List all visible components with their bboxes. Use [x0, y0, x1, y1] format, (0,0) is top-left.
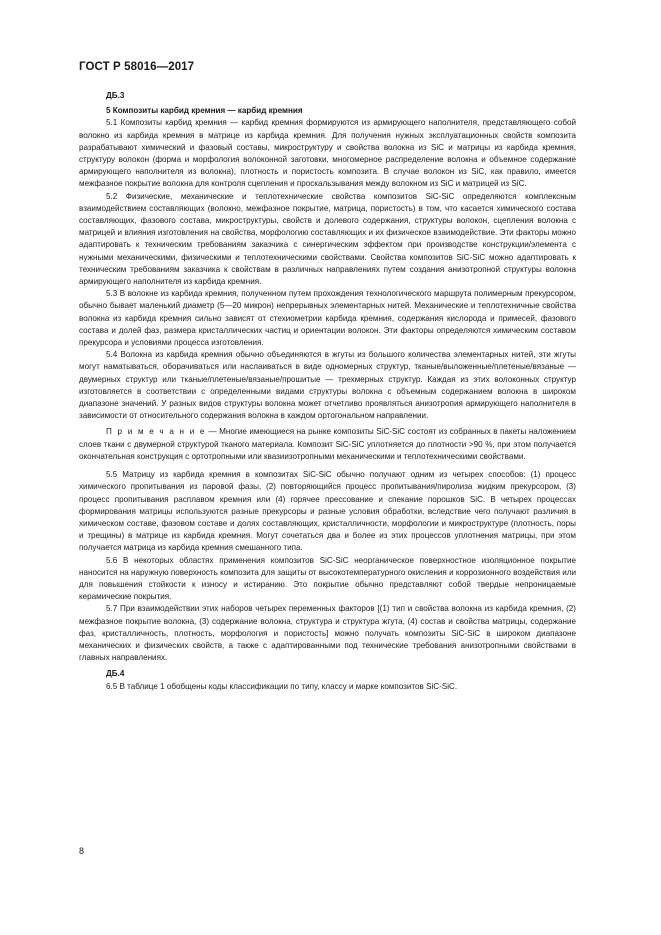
note-text: — Многие имеющиеся на рынке композиты SiC-SiC состоят из собранных в пакеты наложением слоев ткани с двумерной структурой тканого материала. Композит SiC-SiC уплотняется до плотности >90 %, при этом получается окончательная конструкция с ортотропными или квазиизотропными механическими и теплотехническими свойствами. — [79, 427, 576, 461]
paragraph-5-3: 5.3 В волокне из карбида кремния, полученном путем прохождения технологического маршрута полимерным прекурсором, обычно бывает маленький диаметр (5—20 микрон) непрерывных элементарных нитей. Механические и теплотехничные свойства волокна из карбида кремния сильно зависят от стехиометрии карбида кремния, содержания кислорода и примесей, фазового состава и долей фаз, размера кристаллических частиц и ориентации волокон. Эти факторы определяются химическим составом прекурсора и условиями процесса изготовления. — [79, 289, 576, 348]
paragraph-5-6: 5.6 В некоторых областях применения композитов SiC-SiC неорганическое поверхностное изоляционное покрытие наносится на наружную поверхность композита для защиты от высокотемпературного окисления и коррозионного воздействия или для повышения стойкости к износу и истиранию. Это покрытие обычно представляют собой твердые непроницаемые керамические покрытия. — [79, 555, 576, 602]
paragraph-5-2: 5.2 Физические, механические и теплотехнические свойства композитов SiC-SiC определяются комплексным взаимодействием составляющих (волокно, межфазное покрытие, матрица, пористость) в том, что касается химического состава составляющих, фазового состава, микроструктуры, свойств и долевого содержания, структуры волокон, сцепления волокна с матрицей и влияния изготовления на свойства, морфологию составляющих и их физическое взаимодействие. Эти факторы можно адаптировать к техническим требованиям заказчика с синергическим эффектом при производстве конструкции/элемента с нужными механическими, физическими и теплотехническими свойствами. Свойства композитов SiC-SiC можно адаптировать к техническим требованиям заказчика к свойствам в различных направлениях путем создания анизотропной структуры волокна армирующего наполнителя из карбида кремния. — [79, 191, 576, 287]
paragraph-5-7: 5.7 При взаимодействии этих наборов четырех переменных факторов [(1) тип и свойства волокна из карбида кремния, (2) межфазное покрытие волокна, (3) содержание волокна, структура и структура жгута, (4) состав и свойства матрицы, содержание фаз, кристалличность, плотность, морфология и пористость] можно получать композиты SiC-SiC в широком диапазоне механических и физических свойств, а также с адаптированными под технические требования анизотропными свойствами в главных направлениях. — [79, 604, 576, 663]
section-title: 5 Композиты карбид кремния — карбид кремния — [106, 106, 303, 116]
page-number: 8 — [79, 846, 85, 856]
paragraph-5-1: 5.1 Композиты карбид кремния — карбид кремния формируются из армирующего наполнителя, представляющего собой волокно из карбида кремния в матрице из карбида кремния. Для получения нужных эксплуатационных свойств композита разрабатывают химический и фазовый составы, микроструктуру и свойства волокна из SiC и матрицы из карбида кремния, структуру волокон (форма и морфология волоконной заготовки, многомерное распределение волокна и объемное содержание армирующего наполнителя из волокна), плотность и пористость композита. В случае волокон из SiC, как правило, имеется межфазное покрытие волокна для контроля сцепления и проскальзывания между волокном из SiC и матрицей из SiC. — [79, 118, 576, 189]
note-label: П р и м е ч а н и е — [106, 427, 207, 437]
paragraph-5-4: 5.4 Волокна из карбида кремния обычно объединяются в жгуты из большого количества элементарных нитей, эти жгуты могут наматываться, оборачиваться или наслаиваться в виде одномерных структур, тканые/выложенные/плетеные/вязаные — двумерных структур или тканые/плетеные/вязаные/прошитые — трехмерных структур. Каждая из этих волоконных структур изготовляется в соответствии с определенными видами структуры волокна с объемным содержанием волокна в широком диапазоне значений. У разных видов структуры волокна может отчетливо проявляться анизотропия армирующего наполнителя в зависимости от относительного содержания волокна в каждом ортогональном направлении. — [79, 350, 576, 421]
note-paragraph — [79, 426, 576, 463]
paragraph-6-5: 6.5 В таблице 1 обобщены коды классификации по типу, классу и марке композитов SiC-SiC. — [106, 681, 458, 691]
document-header: ГОСТ Р 58016—2017 — [79, 61, 195, 73]
paragraph-5-5: 5.5 Матрицу из карбида кремния в композитах SiC-SiC обычно получают одним из четырех способов: (1) процесс химического пропитывания из паровой фазы, (2) повторяющийся процесс пропитывания/пиролиза жидким прекурсором, (3) процесс пропитывания расплавом кремния или (4) горячее прессование и спекание порошков SiC. В четырех процессах формирования матрицы используются разные прекурсоры и разные условия обработки, вследствие чего получают различия в химическом составе, фазовом составе и долях составляющих, кристалличности, морфологии и микроструктуре (плотность, поры и трещины) в матрице из карбида кремния. Могут сочетаться два и более из этих процессов уплотнения матрицы, при этом получается матрица из карбида кремния смешанного типа. — [79, 470, 576, 553]
appendix-heading-db4: ДБ.4 — [106, 669, 125, 679]
appendix-heading-db3: ДБ.3 — [106, 91, 125, 100]
document-body — [79, 90, 576, 693]
